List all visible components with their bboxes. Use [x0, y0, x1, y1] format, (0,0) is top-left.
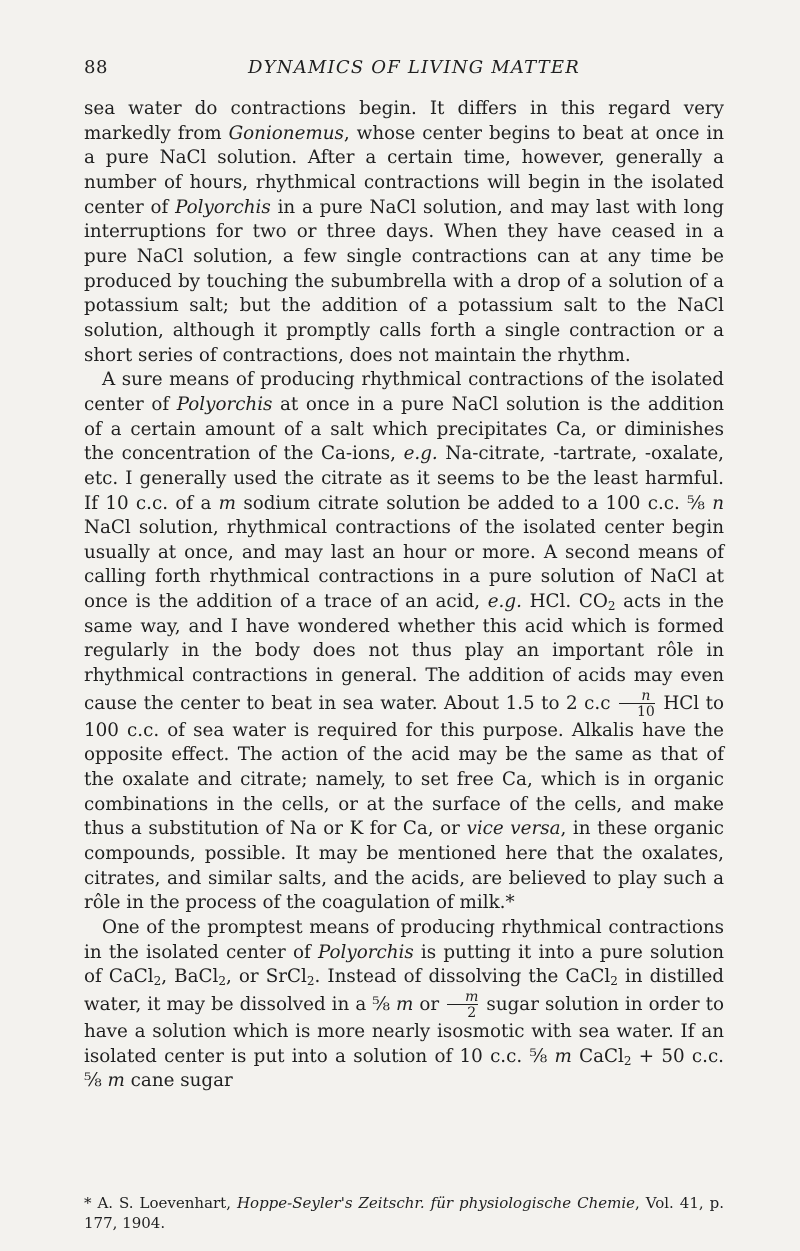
body-text [84, 97, 724, 1094]
page-number: 88 [84, 57, 108, 78]
paragraph-3: One of the promptest means of producing rhythmical contractions in the isolated center of Polyorchis is putting it into a pure solution of CaCl$_2$, BaCl$_2$, or SrCl$_2$. Instead of dissolving the CaCl$_2$ in distilled water, it may be dissolved in a ⅝ m or $\frac{m}{2}$ sugar solution in order to have a solution which is more nearly isosmotic with sea water. If an isolated center is put into a solution of 10 c.c. ⅝ m CaCl$_2$ + 50 c.c. ⅝ m cane sugar [84, 917, 725, 1092]
running-title: DYNAMICS OF LIVING MATTER [248, 57, 580, 78]
page-header [84, 57, 724, 81]
paragraph-1: sea water do contractions begin. It differs in this regard very markedly from Gonionemus, whose center begins to beat at once in a pure NaCl solution. After a certain time, however, generally a number of hours, rhythmical contractions will begin in the isolated center of Polyorchis in a pure NaCl solution, and may last with long interruptions for two or three days. When they have ceased in a pure NaCl solution, a few single contractions can at any time be produced by touching the subumbrella with a drop of a solution of a potassium salt; but the addition of a potassium salt to the NaCl solution, although it promptly calls forth a single contraction or a short series of contractions, does not maintain the rhythm. [84, 98, 724, 366]
footnote: * A. S. Loevenhart, Hoppe-Seyler's Zeitschr. für physiologische Chemie, Vol. 41, p. 177, 1904. [84, 1194, 724, 1232]
paragraph-2: A sure means of producing rhythmical contractions of the isolated center of Polyorchis at once in a pure NaCl solution is the addition of a certain amount of a salt which precipitates Ca, or diminishes the concentration of the Ca-ions, e.g. Na-citrate, -tartrate, -oxalate, etc. I generally used the citrate as it seems to be the least harmful. If 10 c.c. of a m sodium citrate solution be added to a 100 c.c. ⅝ n NaCl solution, rhythmical contractions of the isolated center begin usually at once, and may last an hour or more. A second means of calling forth rhythmical contractions in a pure solution of NaCl at once is the addition of a trace of an acid, e.g. HCl. $CO_2$ acts in the same way, and I have wondered whether this acid which is formed regularly in the body does not thus play an important rôle in rhythmical contractions in general. The addition of acids may even cause the center to beat in sea water. About 1.5 to 2 c.c $\frac{n}{10}$ HCl to 100 c.c. of sea water is required for this purpose. Alkalis have the opposite effect. The action of the acid may be the same as that of the oxalate and citrate; namely, to set free Ca, which is in organic combinations in the cells, or at the surface of the cells, and make thus a substitution of Na or K for Ca, or vice versa, in these organic compounds, possible. It may be mentioned here that the oxalates, citrates, and similar salts, and the acids, are believed to play such a rôle in the process of the coagulation of milk.* [84, 369, 724, 914]
